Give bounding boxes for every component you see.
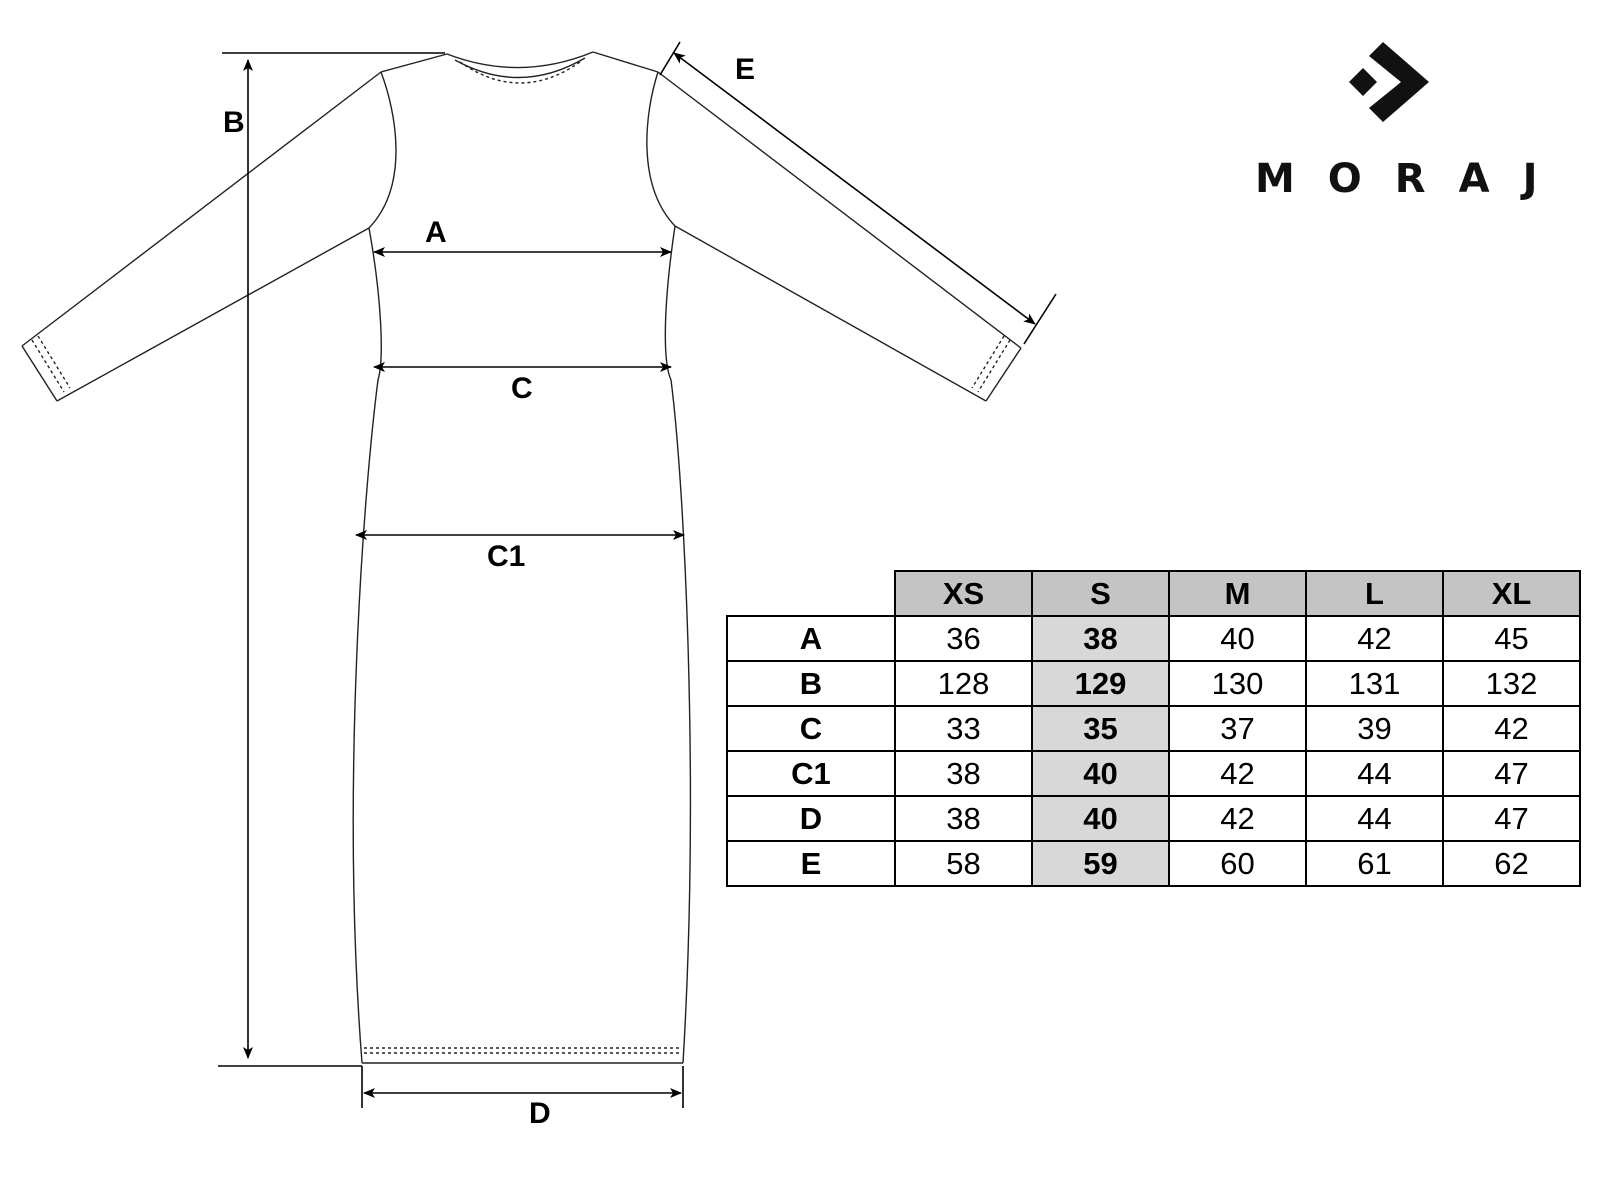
size-header-s: S — [1032, 571, 1169, 616]
table-cell: 45 — [1443, 616, 1580, 661]
size-header-xs: XS — [895, 571, 1032, 616]
table-row — [727, 841, 1580, 886]
table-cell: 62 — [1443, 841, 1580, 886]
table-cell: 128 — [895, 661, 1032, 706]
table-cell: 47 — [1443, 751, 1580, 796]
row-label: C — [727, 706, 895, 751]
table-cell: 44 — [1306, 796, 1443, 841]
table-cell: 39 — [1306, 706, 1443, 751]
label-e: E — [735, 53, 756, 86]
row-label: C1 — [727, 751, 895, 796]
table-cell: 40 — [1032, 796, 1169, 841]
table-row — [727, 706, 1580, 751]
table-cell: 33 — [895, 706, 1032, 751]
label-c: C — [511, 372, 533, 405]
table-cell: 131 — [1306, 661, 1443, 706]
table-cell: 42 — [1306, 616, 1443, 661]
table-cell: 38 — [895, 796, 1032, 841]
table-row — [727, 751, 1580, 796]
table-row — [727, 661, 1580, 706]
table-cell: 44 — [1306, 751, 1443, 796]
table-cell: 42 — [1169, 751, 1306, 796]
table-row — [727, 796, 1580, 841]
table-cell: 42 — [1443, 706, 1580, 751]
table-cell: 37 — [1169, 706, 1306, 751]
size-table — [726, 570, 1581, 887]
table-cell: 38 — [1032, 616, 1169, 661]
label-a: A — [425, 216, 447, 249]
moraj-chevron-logo-icon — [1343, 40, 1443, 130]
table-cell: 58 — [895, 841, 1032, 886]
row-label: D — [727, 796, 895, 841]
dimension-line-e — [674, 53, 1035, 324]
size-header-m: M — [1169, 571, 1306, 616]
table-cell: 40 — [1169, 616, 1306, 661]
table-cell: 42 — [1169, 796, 1306, 841]
size-header-row — [727, 571, 1580, 616]
table-row — [727, 616, 1580, 661]
brand-logo — [1255, 38, 1571, 208]
table-cell: 36 — [895, 616, 1032, 661]
table-cell: 129 — [1032, 661, 1169, 706]
label-c1: C1 — [487, 540, 526, 573]
label-b: B — [223, 106, 245, 139]
table-cell: 130 — [1169, 661, 1306, 706]
table-cell: 60 — [1169, 841, 1306, 886]
row-label: A — [727, 616, 895, 661]
size-corner-cell — [727, 571, 895, 616]
table-cell: 47 — [1443, 796, 1580, 841]
table-cell: 59 — [1032, 841, 1169, 886]
label-d: D — [529, 1097, 551, 1130]
size-header-l: L — [1306, 571, 1443, 616]
row-label: B — [727, 661, 895, 706]
table-cell: 40 — [1032, 751, 1169, 796]
table-cell: 61 — [1306, 841, 1443, 886]
table-cell: 38 — [895, 751, 1032, 796]
brand-wordmark: MORAJ — [1255, 156, 1571, 202]
row-label: E — [727, 841, 895, 886]
table-cell: 35 — [1032, 706, 1169, 751]
table-cell: 132 — [1443, 661, 1580, 706]
size-header-xl: XL — [1443, 571, 1580, 616]
